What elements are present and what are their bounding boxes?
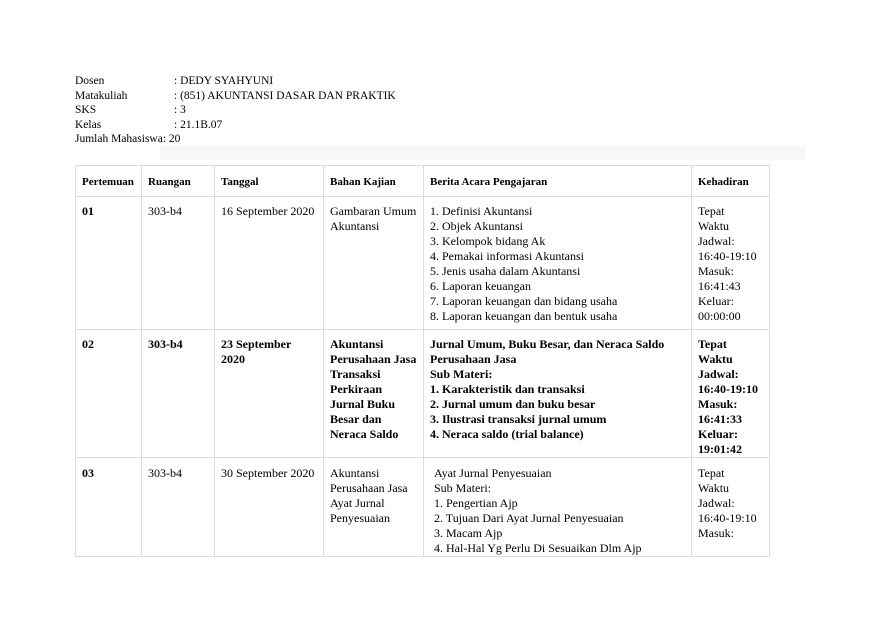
bahan-cell: Akuntansi Perusahaan Jasa Ayat Jurnal Penyesuaian [324, 458, 424, 557]
ruangan-cell: 303-b4 [142, 197, 215, 330]
berita-line: 5. Jenis usaha dalam Akuntansi [430, 264, 581, 278]
course-info [75, 74, 396, 147]
berita-line: 4. Neraca saldo (trial balance) [430, 427, 584, 441]
ruangan-cell: 303-b4 [142, 458, 215, 557]
divider-band [160, 146, 805, 160]
kehadiran-line: Waktu [698, 352, 733, 366]
kehadiran-line: Jadwal: [698, 367, 739, 381]
dosen-row [75, 74, 396, 89]
berita-line: Sub Materi: [430, 367, 493, 381]
kehadiran-cell [692, 458, 770, 557]
berita-line: 1. Definisi Akuntansi [430, 204, 533, 218]
sks-label: SKS [75, 104, 97, 117]
table-row [76, 458, 770, 557]
kehadiran-cell [692, 197, 770, 330]
berita-line: Ayat Jurnal Penyesuaian [434, 466, 552, 480]
matakuliah-value: : (851) AKUNTANSI DASAR DAN PRAKTIK [174, 89, 396, 102]
berita-cell [424, 330, 692, 458]
kehadiran-line: 16:40-19:10 [698, 382, 758, 396]
pertemuan-cell: 03 [76, 458, 142, 557]
kehadiran-line: 19:01:42 [698, 442, 742, 456]
berita-line: 1. Karakteristik dan transaksi [430, 382, 585, 396]
pertemuan-cell: 02 [76, 330, 142, 458]
dosen-value: : DEDY SYAHYUNI [174, 75, 274, 87]
col-header-bahan-kajian: Bahan Kajian [324, 166, 424, 197]
kehadiran-line: Masuk: [698, 397, 738, 411]
col-header-tanggal: Tanggal [215, 166, 324, 197]
berita-intro: Jurnal Umum, Buku Besar, dan Neraca Saldo Perusahaan Jasa [430, 337, 665, 366]
berita-cell [424, 458, 692, 557]
kehadiran-cell [692, 330, 770, 458]
berita-line: 3. Macam Ajp [434, 526, 503, 540]
berita-line: 2. Objek Akuntansi [430, 219, 523, 233]
ruangan-cell: 303-b4 [142, 330, 215, 458]
jumlah-label: Jumlah Mahasiswa [75, 133, 163, 146]
berita-line: 3. Kelompok bidang Ak [430, 234, 546, 248]
schedule-table [75, 165, 770, 557]
col-header-pertemuan: Pertemuan [76, 166, 142, 197]
berita-line: 6. Laporan keuangan [430, 279, 531, 293]
berita-line: 7. Laporan keuangan dan bidang usaha [430, 294, 618, 308]
tanggal-cell: 23 September 2020 [215, 330, 324, 458]
berita-line: Sub Materi: [434, 481, 491, 495]
col-header-berita-acara: Berita Acara Pengajaran [424, 166, 692, 197]
kehadiran-line: Masuk: [698, 264, 734, 278]
tanggal-cell: 30 September 2020 [215, 458, 324, 557]
kehadiran-line: 16:41:43 [698, 279, 741, 293]
berita-line: 4. Hal-Hal Yg Perlu Di Sesuaikan Dlm Ajp [434, 541, 642, 555]
matakuliah-label: Matakuliah [75, 89, 128, 102]
jumlah-row [75, 132, 396, 147]
sks-row [75, 103, 396, 118]
berita-cell [424, 197, 692, 330]
matakuliah-row [75, 89, 396, 104]
pertemuan-cell: 01 [76, 197, 142, 330]
table-header-row [76, 166, 770, 197]
sks-value: : 3 [174, 104, 186, 117]
berita-line: 2. Tujuan Dari Ayat Jurnal Penyesuaian [434, 511, 624, 525]
kehadiran-line: 16:41:33 [698, 412, 742, 426]
kehadiran-line: Jadwal: [698, 496, 735, 510]
berita-line: 2. Jurnal umum dan buku besar [430, 397, 596, 411]
berita-line: 1. Pengertian Ajp [434, 496, 518, 510]
kehadiran-line: Tepat [698, 466, 725, 480]
kehadiran-line: 16:40-19:10 [698, 511, 757, 525]
berita-line: 3. Ilustrasi transaksi jurnal umum [430, 412, 607, 426]
berita-line: 4. Pemakai informasi Akuntansi [430, 249, 584, 263]
jumlah-value: : 20 [162, 133, 181, 146]
kehadiran-line: Masuk: [698, 526, 734, 540]
kehadiran-line: Jadwal: [698, 234, 735, 248]
kehadiran-line: Keluar: [698, 294, 734, 308]
kehadiran-line: Keluar: [698, 427, 738, 441]
tanggal-cell: 16 September 2020 [215, 197, 324, 330]
kehadiran-line: Waktu [698, 219, 730, 233]
kehadiran-line: Tepat [698, 204, 725, 218]
kehadiran-line: 16:40-19:10 [698, 249, 757, 263]
table-row [76, 330, 770, 458]
kehadiran-line: 00:00:00 [698, 309, 741, 323]
dosen-label: Dosen [75, 75, 105, 87]
kehadiran-line: Waktu [698, 481, 730, 495]
bahan-cell: Gambaran Umum Akuntansi [324, 197, 424, 330]
kehadiran-line: Tepat [698, 337, 727, 351]
col-header-kehadiran: Kehadiran [692, 166, 770, 197]
kelas-row [75, 118, 396, 133]
bahan-cell: Akuntansi Perusahaan Jasa Transaksi Perkiraan Jurnal Buku Besar dan Neraca Saldo [324, 330, 424, 458]
berita-line: 8. Laporan keuangan dan bentuk usaha [430, 309, 618, 323]
table-row [76, 197, 770, 330]
kelas-value: : 21.1B.07 [174, 118, 223, 131]
kelas-label: Kelas [75, 118, 102, 131]
col-header-ruangan: Ruangan [142, 166, 215, 197]
